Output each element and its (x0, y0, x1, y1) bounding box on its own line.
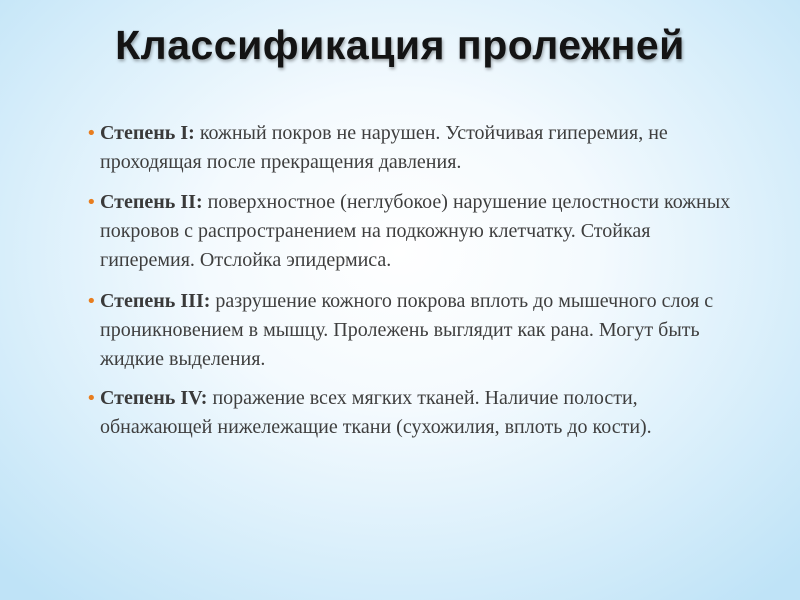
grade-description: поражение всех мягких тканей. Наличие полости, обнажающей нижележащие ткани (сухожилия, вплоть до кости). (100, 387, 652, 438)
grade-label: Степень II: (100, 191, 203, 213)
grade-label: Степень III: (100, 290, 211, 312)
bullet-icon: • (86, 192, 97, 213)
bullet-icon: • (86, 388, 97, 409)
bullet-icon: • (86, 123, 97, 144)
grade-list (86, 119, 736, 442)
slide-title: Классификация пролежней (115, 22, 685, 68)
grade-description: поверхностное (неглубокое) нарушение целостности кожных покровов с распространением на подкожную клетчатку. Стойкая гиперемия. Отслойка эпидермиса. (100, 191, 731, 271)
grade-description: разрушение кожного покрова вплоть до мышечного слоя с проникновением в мышцу. Пролежень выглядит как рана. Могут быть жидкие выделения. (100, 290, 714, 370)
grade-item-2 (86, 188, 736, 275)
grade-label: Степень I: (100, 122, 195, 144)
grade-label: Степень IV: (100, 387, 208, 409)
grade-item-1 (86, 119, 736, 177)
bullet-icon: • (86, 291, 97, 312)
grade-item-3 (86, 287, 736, 374)
grade-item-4 (86, 384, 736, 442)
grade-description: кожный покров не нарушен. Устойчивая гиперемия, не проходящая после прекращения давления. (100, 122, 668, 173)
